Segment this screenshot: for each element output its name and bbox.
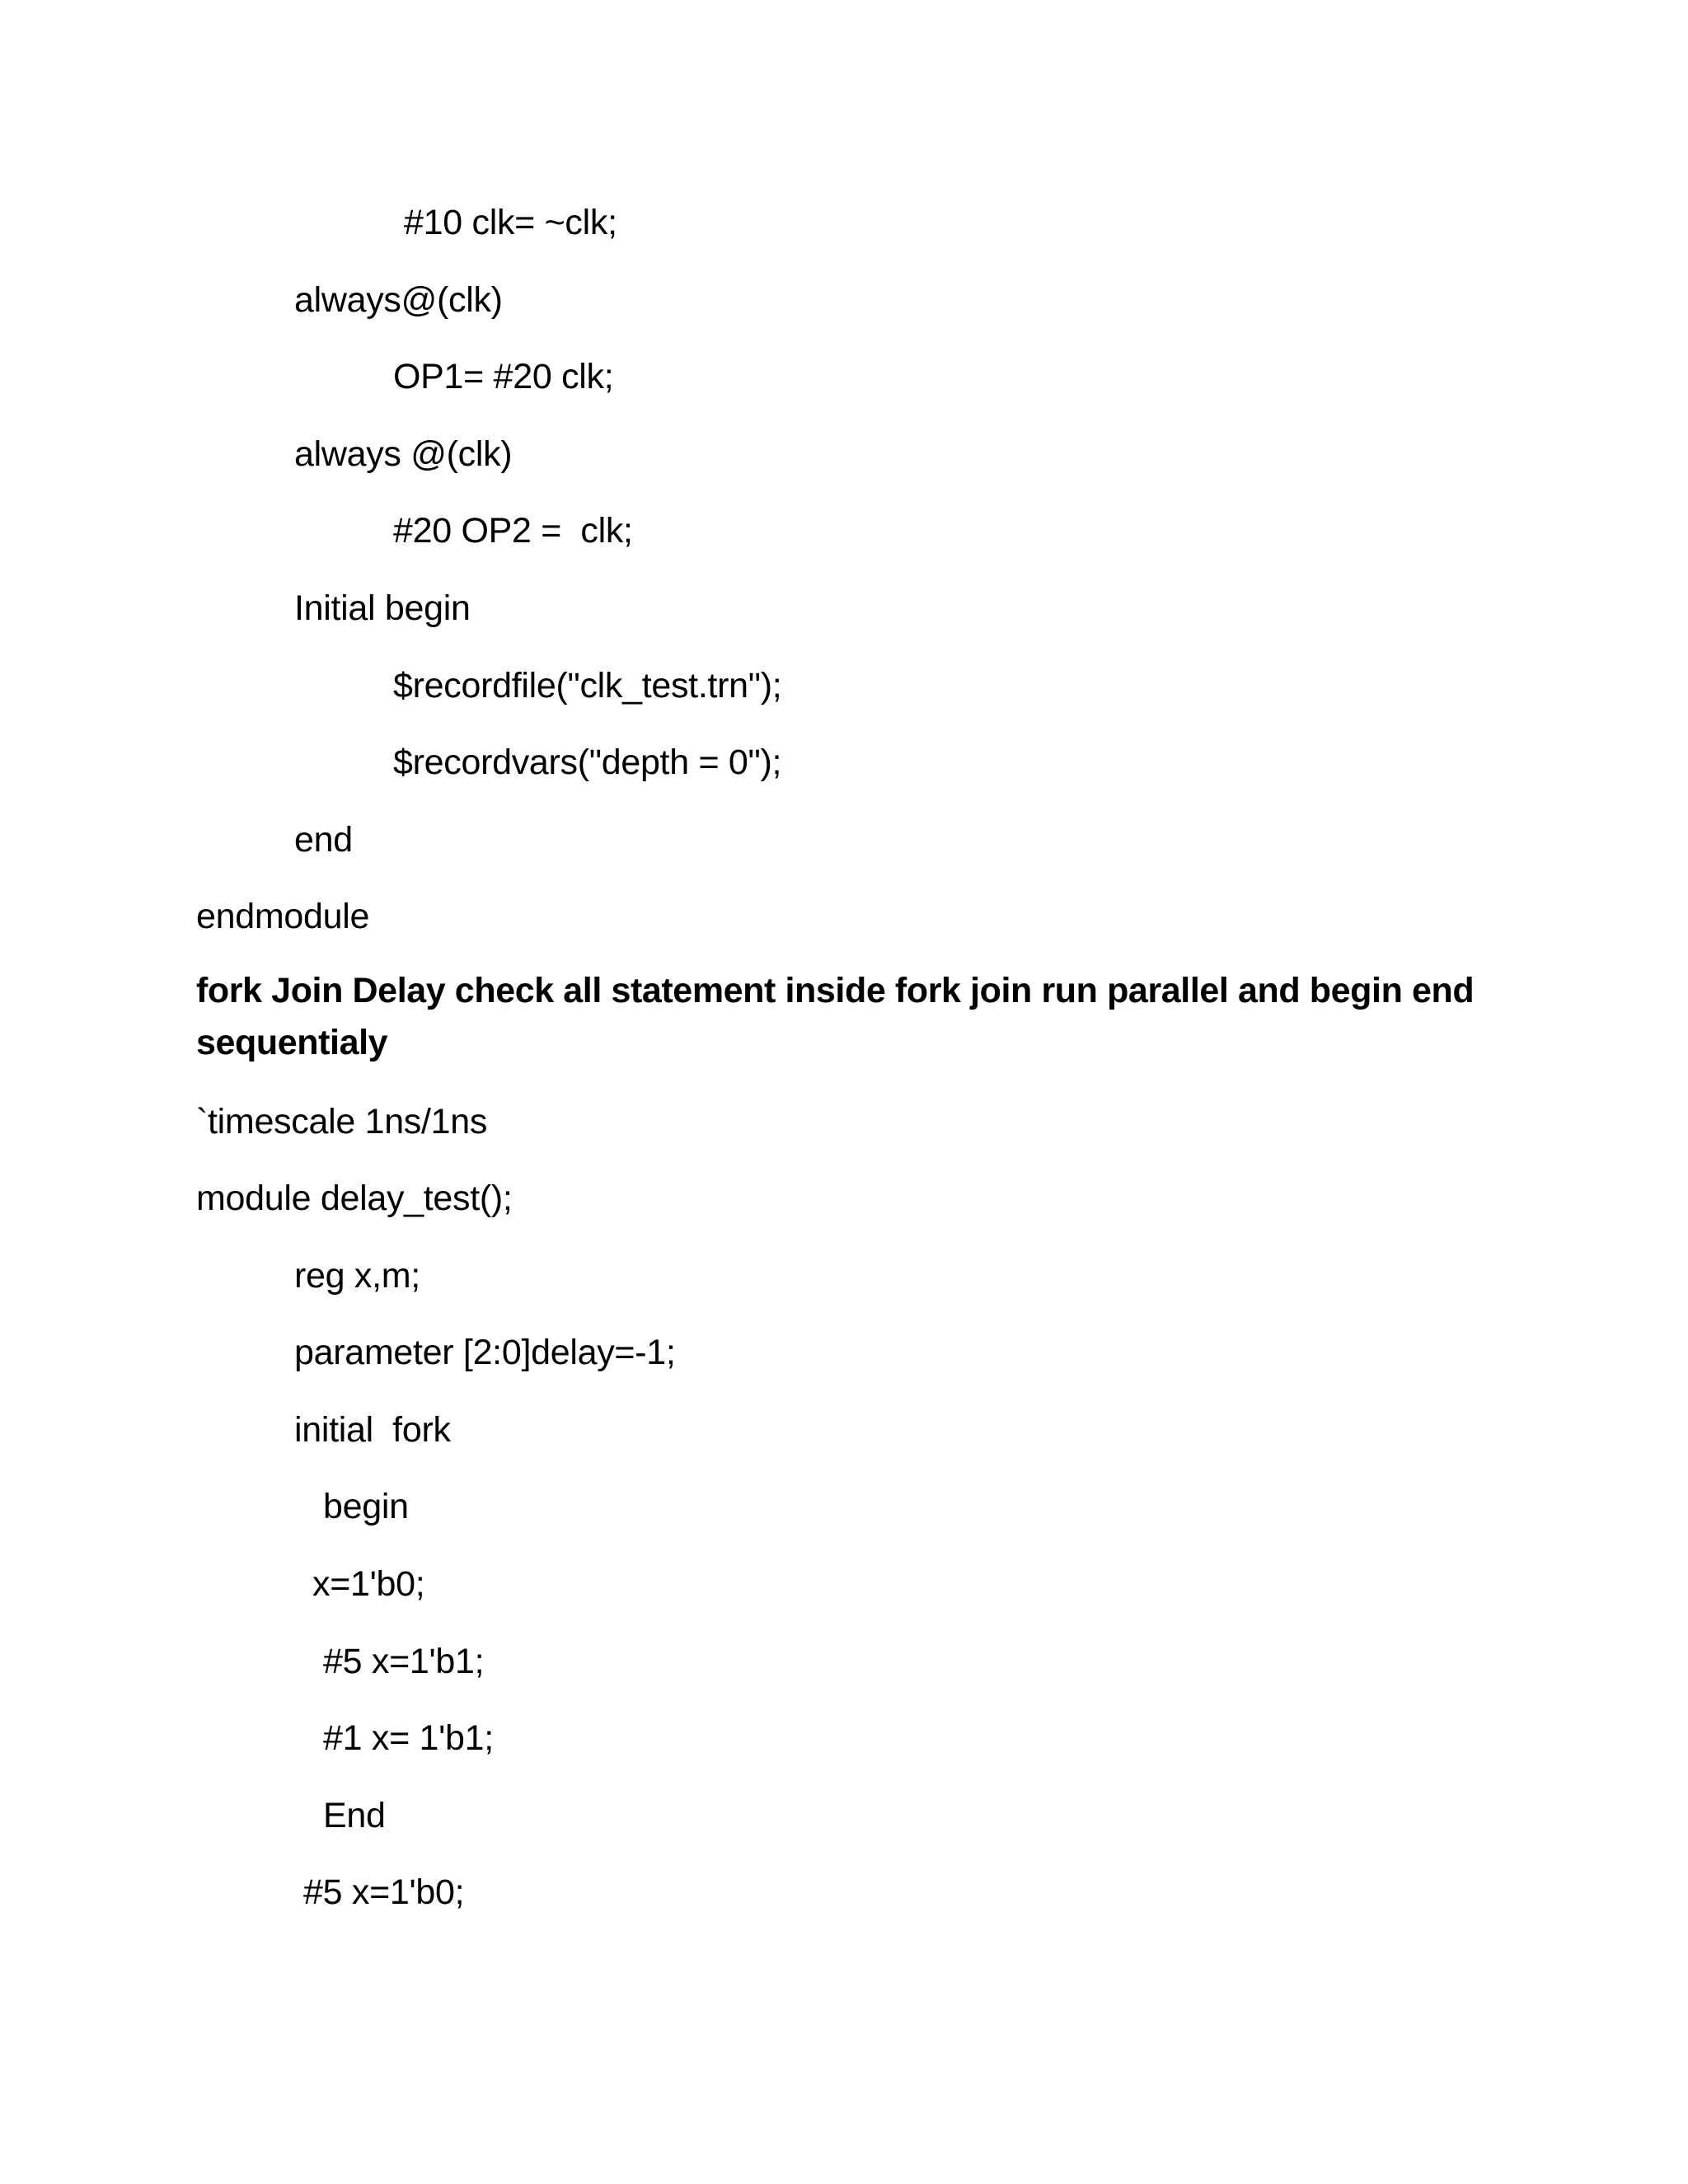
code-line: $recordfile("clk_test.trn"); xyxy=(393,666,782,705)
code-line: #5 x=1'b0; xyxy=(303,1872,465,1912)
code-line: end xyxy=(294,820,353,860)
code-line: endmodule xyxy=(196,897,370,936)
code-line: End xyxy=(323,1796,386,1835)
code-line: parameter [2:0]delay=-1; xyxy=(294,1333,676,1372)
code-line: OP1= #20 clk; xyxy=(393,357,614,396)
code-line: begin xyxy=(323,1487,409,1526)
code-line: #20 OP2 = clk; xyxy=(393,511,633,551)
code-line: always@(clk) xyxy=(294,280,503,320)
code-line: always @(clk) xyxy=(294,434,513,474)
code-line: #10 clk= ~clk; xyxy=(404,203,617,242)
code-line: #5 x=1'b1; xyxy=(323,1642,485,1681)
code-line: Initial begin xyxy=(294,588,471,628)
code-line: `timescale 1ns/1ns xyxy=(196,1102,488,1141)
code-line: reg x,m; xyxy=(294,1256,420,1296)
code-line: $recordvars("depth = 0"); xyxy=(393,743,782,782)
code-line: initial fork xyxy=(294,1410,451,1450)
code-line: module delay_test(); xyxy=(196,1179,513,1218)
code-line: #1 x= 1'b1; xyxy=(323,1718,494,1758)
code-line: x=1'b0; xyxy=(312,1564,425,1604)
section-heading: fork Join Delay check all statement inside fork join run parallel and begin end sequentialy xyxy=(196,971,1475,1062)
